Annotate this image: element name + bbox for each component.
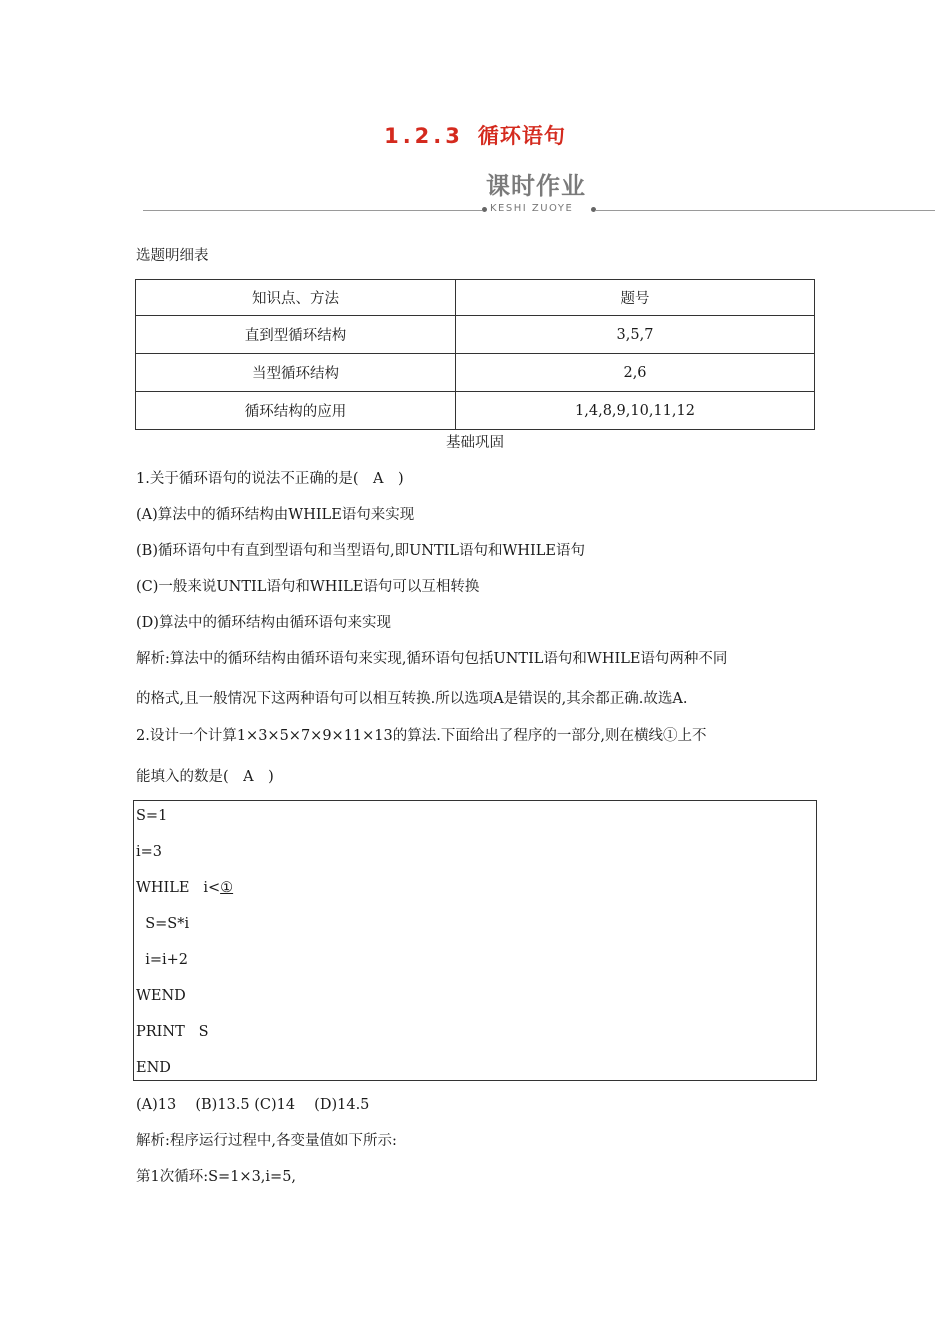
code-while-text: WHILE i<	[136, 880, 221, 896]
section-title: 循环语句	[477, 124, 566, 148]
banner-divider-right	[595, 210, 935, 211]
table-cell: 3,5,7	[456, 316, 815, 354]
program-code-box	[133, 800, 817, 1081]
banner-title: 课时作业	[486, 172, 586, 200]
code-line: PRINT S	[136, 1024, 209, 1040]
code-line-while	[136, 879, 233, 897]
question-2-analysis-step: 第1次循环:S=1×3,i=5,	[136, 1169, 297, 1185]
question-1-option-c: (C)一般来说UNTIL语句和WHILE语句可以互相转换	[136, 579, 480, 595]
table-row	[136, 316, 815, 354]
code-line: S=1	[136, 808, 168, 824]
code-line: END	[136, 1060, 171, 1076]
table-cell: 当型循环结构	[136, 354, 456, 392]
banner-subtitle: KESHI ZUOYE	[490, 203, 574, 214]
question-1-option-a: (A)算法中的循环结构由WHILE语句来实现	[136, 507, 415, 523]
section-heading: 基础巩固	[446, 435, 504, 451]
question-1-stem: 1.关于循环语句的说法不正确的是( A )	[136, 471, 404, 487]
table-caption: 选题明细表	[136, 248, 209, 264]
table-cell: 1,4,8,9,10,11,12	[456, 392, 815, 430]
table-header-cell: 题号	[456, 280, 815, 316]
banner-divider-left	[143, 210, 482, 211]
table-cell: 直到型循环结构	[136, 316, 456, 354]
question-1-option-b: (B)循环语句中有直到型语句和当型语句,即UNTIL语句和WHILE语句	[136, 543, 586, 559]
section-number: 1.2.3	[384, 124, 464, 148]
code-line: WEND	[136, 988, 186, 1004]
question-2-options: (A)13 (B)13.5 (C)14 (D)14.5	[136, 1097, 370, 1113]
table-cell: 循环结构的应用	[136, 392, 456, 430]
table-header-cell: 知识点、方法	[136, 280, 456, 316]
code-line: S=S*i	[136, 916, 190, 932]
question-1-analysis: 解析:算法中的循环结构由循环语句来实现,循环语句包括UNTIL语句和WHILE语句两种不同	[136, 651, 728, 667]
table-cell: 2,6	[456, 354, 815, 392]
page-title	[0, 120, 950, 150]
topic-detail-table	[135, 279, 815, 430]
question-2-stem-cont: 能填入的数是( A )	[136, 769, 274, 785]
question-1-option-d: (D)算法中的循环结构由循环语句来实现	[136, 615, 391, 631]
table-row	[136, 354, 815, 392]
question-2-stem: 2.设计一个计算1×3×5×7×9×11×13的算法.下面给出了程序的一部分,则在横线①上不	[136, 728, 707, 744]
code-blank-1: ①	[220, 880, 234, 896]
table-row	[136, 392, 815, 430]
code-line: i=3	[136, 844, 163, 860]
code-line: i=i+2	[136, 952, 189, 968]
question-1-analysis-cont: 的格式,且一般情况下这两种语句可以相互转换.所以选项A是错误的,其余都正确.故选A.	[136, 691, 688, 707]
question-2-analysis: 解析:程序运行过程中,各变量值如下所示:	[136, 1133, 397, 1149]
table-header-row	[136, 280, 815, 316]
banner-dot-left	[482, 207, 487, 212]
